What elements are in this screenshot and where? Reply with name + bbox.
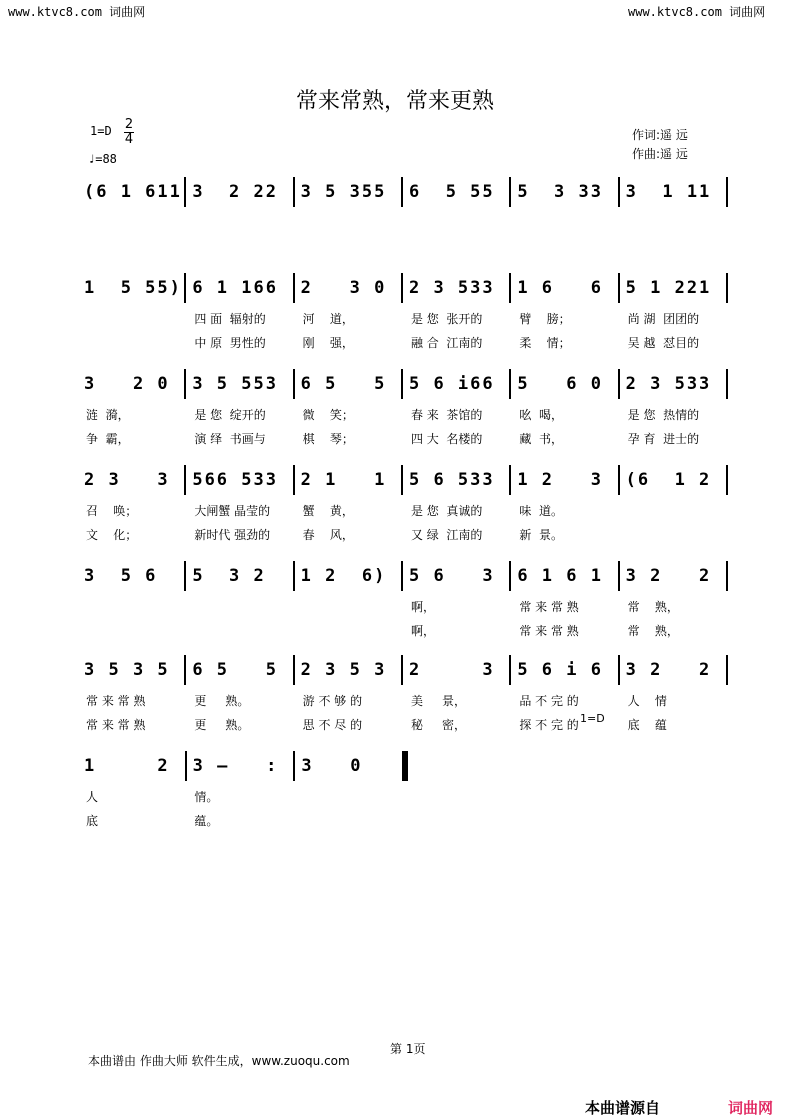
bar-line xyxy=(726,655,728,685)
lyrics-line xyxy=(78,784,728,808)
measure-notes: 3 5 3 5 xyxy=(84,660,170,680)
measure-notes: (6 1 2 xyxy=(625,470,712,490)
measure-notes: 3 5 553 xyxy=(192,374,278,394)
measure xyxy=(511,366,617,402)
measure-notes: 5 1 221 xyxy=(625,278,712,298)
lyric-segment: 吆 喝， xyxy=(519,407,563,422)
measure xyxy=(403,270,509,306)
measure xyxy=(186,462,292,498)
measure-notes: 1 2 6) xyxy=(300,566,387,586)
measure xyxy=(403,558,509,594)
measure-notes: 3 — : xyxy=(192,756,279,776)
lyrics-line xyxy=(78,330,728,354)
lyric-segment: 是 您 绽开的 xyxy=(194,407,266,422)
measure xyxy=(403,462,509,498)
lyrics-line xyxy=(78,306,728,330)
measure-notes: 1 6 6 xyxy=(517,278,603,298)
measure xyxy=(78,270,184,306)
lyricist-credit: 作词:遥 远 xyxy=(632,128,688,142)
song-title: 常来常熟，常来更熟 xyxy=(295,89,494,114)
notes-line xyxy=(78,366,728,402)
measure-notes: 6 5 5 xyxy=(300,374,387,394)
lyric-segment: 文 化； xyxy=(86,527,138,542)
measure-notes: 2 3 3 xyxy=(84,470,170,490)
measure-notes: (6 1 611 xyxy=(84,182,182,202)
measure xyxy=(620,652,726,688)
time-signature-top: 2 xyxy=(124,117,134,132)
lyric-segment: 召 唤； xyxy=(86,503,138,518)
measure xyxy=(187,748,294,784)
bar-line xyxy=(726,273,728,303)
measure xyxy=(295,174,401,210)
measure-notes: 6 5 5 xyxy=(192,660,278,680)
measure xyxy=(295,270,401,306)
lyric-segment: 新时代 强劲的 xyxy=(194,527,271,542)
time-signature xyxy=(124,118,134,147)
score-row xyxy=(78,558,728,642)
bar-line xyxy=(726,369,728,399)
measure-notes: 3 2 2 xyxy=(625,566,712,586)
measure-notes: 5 6 533 xyxy=(408,470,495,490)
lyric-segment: 大闸蟹 晶莹的 xyxy=(194,503,271,518)
lyric-segment: 更 熟。 xyxy=(194,717,250,732)
lyric-segment: 常 来 常 熟 xyxy=(86,717,146,732)
lyrics-line xyxy=(78,498,728,522)
lyric-segment: 是 您 张开的 xyxy=(410,311,483,326)
lyric-segment: 常 来 常 熟 xyxy=(519,599,579,614)
measure-notes: 566 533 xyxy=(192,470,278,490)
lyric-segment: 常 熟， xyxy=(627,623,679,638)
measure xyxy=(620,558,726,594)
lyrics-line xyxy=(78,402,728,426)
lyric-segment: 思 不 尽 的 xyxy=(302,717,363,732)
measure-notes: 2 3 533 xyxy=(408,278,495,298)
measure-notes: 3 5 355 xyxy=(300,182,387,202)
measure xyxy=(78,366,184,402)
bar-line xyxy=(726,177,728,207)
measure-notes: 5 6 i66 xyxy=(408,374,495,394)
measure-notes: 5 6 0 xyxy=(517,374,603,394)
lyric-segment: 融 合 江南的 xyxy=(410,335,483,350)
measure xyxy=(78,652,184,688)
score-row xyxy=(78,652,728,736)
measure-notes: 1 2 3 xyxy=(517,470,603,490)
score-row xyxy=(78,270,728,354)
lyric-segment: 孕 育 进士的 xyxy=(627,431,700,446)
key-change-marking: 1=D xyxy=(580,712,605,725)
lyric-segment: 演 绎 书画与 xyxy=(194,431,266,446)
measure xyxy=(295,462,401,498)
measure-notes: 5 3 33 xyxy=(517,182,603,202)
lyric-segment: 吴 越 怼目的 xyxy=(627,335,700,350)
tempo-marking: ♩=88 xyxy=(88,152,117,166)
score-row xyxy=(78,748,728,832)
lyric-segment: 是 您 真诚的 xyxy=(410,503,483,518)
lyric-segment: 四 大 名楼的 xyxy=(410,431,483,446)
lyric-segment: 底 xyxy=(86,813,99,828)
lyric-segment: 游 不 够 的 xyxy=(302,693,363,708)
notes-line xyxy=(78,558,728,594)
measure-notes: 2 3 5 3 xyxy=(300,660,387,680)
lyric-segment: 常 熟， xyxy=(627,599,679,614)
lyric-segment: 四 面 辐射的 xyxy=(194,311,266,326)
measure-notes: 3 1 11 xyxy=(625,182,712,202)
measure xyxy=(78,558,184,594)
lyric-segment: 人 情 xyxy=(627,693,667,708)
notes-line xyxy=(78,174,728,210)
lyric-segment: 河 道， xyxy=(302,311,354,326)
notes-line xyxy=(78,748,728,784)
source-label: 本曲谱源自 xyxy=(585,1099,661,1117)
lyric-segment: 涟 漪， xyxy=(86,407,130,422)
lyric-segment: 春 风， xyxy=(302,527,354,542)
lyrics-line xyxy=(78,808,728,832)
page-number: 第 1页 xyxy=(390,1042,426,1056)
lyric-segment: 情。 xyxy=(194,789,219,804)
measure xyxy=(620,270,726,306)
lyrics-line xyxy=(78,594,728,618)
lyric-segment: 藏 书， xyxy=(519,431,563,446)
measure-notes: 2 1 1 xyxy=(300,470,387,490)
lyric-segment: 微 笑； xyxy=(302,407,354,422)
notes-line xyxy=(78,462,728,498)
measure xyxy=(186,558,292,594)
lyric-segment: 啊， xyxy=(410,623,435,638)
lyrics-line xyxy=(78,522,728,546)
notes-line xyxy=(78,652,728,688)
measure xyxy=(295,558,401,594)
lyric-segment: 品 不 完 的 xyxy=(519,693,579,708)
measure xyxy=(295,366,401,402)
lyric-segment: 啊， xyxy=(410,599,435,614)
lyric-segment: 蟹 黄， xyxy=(302,503,354,518)
measure xyxy=(186,174,292,210)
lyric-segment: 美 景， xyxy=(410,693,467,708)
measure-notes: 1 2 xyxy=(84,756,170,776)
time-signature-bottom: 4 xyxy=(124,132,134,147)
measure-notes: 3 5 6 xyxy=(84,566,158,586)
notes-line xyxy=(78,270,728,306)
measure-notes: 6 1 166 xyxy=(192,278,278,298)
footer-note: 本曲谱由 作曲大师 软件生成，www.zuoqu.com xyxy=(88,1054,350,1068)
measure xyxy=(511,270,617,306)
measure-notes: 1 5 55) xyxy=(84,278,182,298)
lyric-segment: 更 熟。 xyxy=(194,693,250,708)
lyric-segment: 尚 湖 团团的 xyxy=(627,311,700,326)
measure-notes: 3 2 0 xyxy=(84,374,170,394)
measure xyxy=(511,652,617,688)
key-signature: 1=D xyxy=(90,124,112,138)
measure-notes: 6 1 6 1 xyxy=(517,566,603,586)
measure xyxy=(511,174,617,210)
lyric-segment: 蕴。 xyxy=(194,813,219,828)
lyric-segment: 底 蕴 xyxy=(627,717,667,732)
lyric-segment: 味 道。 xyxy=(519,503,563,518)
measure-notes: 3 2 2 xyxy=(625,660,712,680)
lyric-segment: 人 xyxy=(86,789,99,804)
measure xyxy=(403,652,509,688)
measure xyxy=(78,174,184,210)
measure xyxy=(186,366,292,402)
measure xyxy=(620,366,726,402)
measure xyxy=(186,652,292,688)
lyrics-line xyxy=(78,712,728,736)
lyric-segment: 常 来 常 熟 xyxy=(86,693,146,708)
score-row xyxy=(78,366,728,450)
measure xyxy=(403,366,509,402)
measure-notes: 2 3 xyxy=(408,660,495,680)
measure xyxy=(620,174,726,210)
watermark-left: www.ktvc8.com 词曲网 xyxy=(8,5,146,19)
score-row xyxy=(78,174,728,210)
measure-notes: 6 5 55 xyxy=(408,182,495,202)
measure-notes: 2 3 533 xyxy=(625,374,712,394)
bar-line xyxy=(726,465,728,495)
measure-notes: 5 6 i 6 xyxy=(517,660,603,680)
lyrics-line xyxy=(78,426,728,450)
measure xyxy=(78,748,185,784)
measure-notes: 3 0 xyxy=(301,756,363,776)
measure xyxy=(511,558,617,594)
lyric-segment: 新 景。 xyxy=(519,527,563,542)
measure xyxy=(78,462,184,498)
measure xyxy=(295,748,402,784)
lyric-segment: 争 霸， xyxy=(86,431,130,446)
lyric-segment: 常 来 常 熟 xyxy=(519,623,579,638)
lyric-segment: 探 不 完 的 xyxy=(519,717,579,732)
lyric-segment: 秘 密， xyxy=(410,717,467,732)
measure-notes: 5 6 3 xyxy=(408,566,495,586)
score-row xyxy=(78,462,728,546)
measure xyxy=(186,270,292,306)
lyrics-line xyxy=(78,618,728,642)
measure xyxy=(620,462,726,498)
bar-line xyxy=(726,561,728,591)
composer-credit: 作曲:遥 远 xyxy=(632,147,688,161)
lyric-segment: 刚 强， xyxy=(302,335,354,350)
measure xyxy=(295,652,401,688)
lyric-segment: 中 原 男性的 xyxy=(194,335,266,350)
lyrics-line xyxy=(78,688,728,712)
final-bar-line xyxy=(404,751,408,781)
lyric-segment: 又 绿 江南的 xyxy=(410,527,483,542)
measure-notes: 2 3 0 xyxy=(300,278,387,298)
measure xyxy=(511,462,617,498)
measure-notes: 5 3 2 xyxy=(192,566,266,586)
lyric-segment: 柔 情； xyxy=(519,335,571,350)
lyric-segment: 棋 琴； xyxy=(302,431,354,446)
source-site-logo: 词曲网 xyxy=(728,1099,774,1117)
measure xyxy=(403,174,509,210)
lyric-segment: 臂 膀； xyxy=(519,311,571,326)
watermark-right: www.ktvc8.com 词曲网 xyxy=(628,5,766,19)
lyric-segment: 春 来 茶馆的 xyxy=(410,407,483,422)
lyric-segment: 是 您 热情的 xyxy=(627,407,700,422)
measure-notes: 3 2 22 xyxy=(192,182,278,202)
